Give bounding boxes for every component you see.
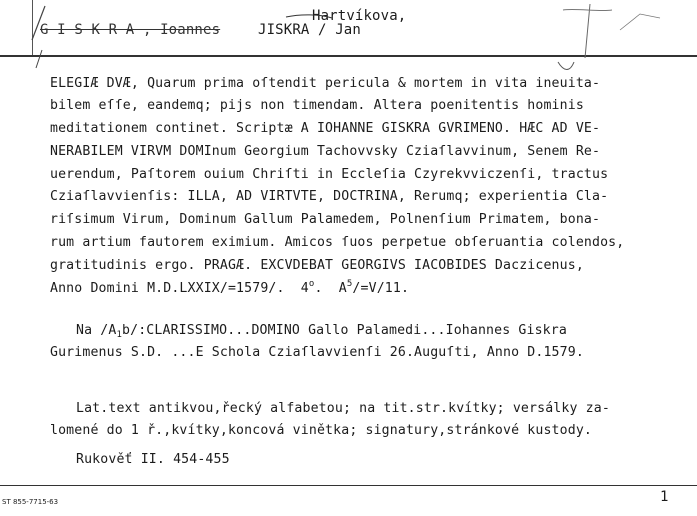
body-line: gratitudinis ergo. PRAGÆ. EXCVDEBAT GEORGIVS IACOBIDES Daczicenus, (50, 258, 584, 273)
body-line: NERABILEM VIRVM DOMInum Georgium Tachovvsky Cziaſlavvinum, Senem Re- (50, 144, 601, 159)
collation-superscript: 5 (346, 279, 353, 289)
body-line: uerendum, Paſtorem ouium Chriſti in Eccleſia Czyrekvviczenſi, tractus (50, 167, 609, 182)
dedication-line-1 (76, 323, 567, 339)
imprint-line: Anno Domini M.D.LXXIX/=1579/. 4$^o$. $A^5/=V/11$. (50, 279, 410, 296)
notes-line-1: Lat.text antikvou,řecký alfabetou; na tit.str.kvítky; versálky za- (76, 401, 610, 416)
signature-subscript: 1 (116, 330, 123, 340)
struck-name-heading: G I S K R A , Ioannes (40, 22, 221, 38)
format-superscript: o (308, 279, 315, 289)
dedication-text: b/:CLARISSIMO...DOMINO Gallo Palamedi...Iohannes Giskra (122, 323, 567, 338)
card-number: 1 (660, 489, 669, 505)
print-code: ST 855-7715-63 (2, 498, 59, 506)
added-name: Hartvíkova, (312, 8, 407, 24)
body-line: ELEGIÆ DVÆ, Quarum prima oſtendit pericula & mortem in vita ineuita- (50, 76, 601, 91)
handwritten-marks (0, 0, 697, 80)
collation-rest: /=V/11. (352, 281, 410, 296)
format-number: 4 (300, 281, 309, 296)
notes-line-2: lomené do 1 ř.,kvítky,koncová vinětka; signatury,stránkové kustody. (50, 423, 592, 438)
body-line: rum artium fautorem eximium. Amicos ſuos perpetue obſeruantia colendos, (50, 235, 625, 250)
body-line: bilem eſſe, eandemq; pijs non timendam. Altera poenitentis hominis (50, 98, 584, 113)
imprint-date: Anno Domini M.D.LXXIX/=1579/. (50, 281, 285, 296)
body-line: riſsimum Virum, Dominum Gallum Palamedem, Polnenſium Primatem, bona- (50, 212, 601, 227)
body-line: meditationem continet. Scriptæ A IOHANNE GISKRA GVRIMENO. HÆC AD VE- (50, 121, 601, 136)
corrected-name-heading: JISKRA / Jan (258, 22, 361, 38)
footer-rule (0, 485, 697, 486)
dedication-line-2: Gurimenus S.D. ...E Schola Cziaſlavvienſi 26.Auguſti, Anno D.1579. (50, 345, 584, 360)
dedication-prefix: Na /A (76, 323, 117, 338)
reference-citation: Rukověť II. 454-455 (76, 452, 230, 467)
body-line: Cziaſlavvienſis: ILLA, AD VIRTVTE, DOCTRINA, Rerumq; experientia Cla- (50, 189, 609, 204)
collation-letter: A (338, 281, 347, 296)
